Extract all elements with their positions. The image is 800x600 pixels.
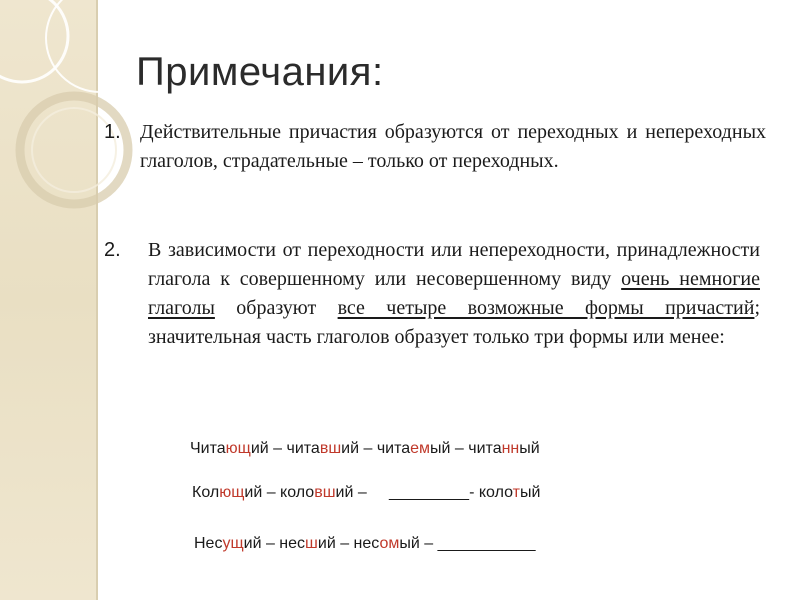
- underlined-phrase: все четыре возможные формы причастий: [337, 297, 755, 319]
- note-text-part: ; значительная часть глаголов образует только три формы или менее:: [148, 297, 760, 348]
- word-part: ий – чита: [250, 440, 320, 457]
- word-part: ый: [519, 484, 541, 501]
- suffix-highlight: ом: [379, 535, 400, 552]
- word-part: ий – чита: [341, 440, 411, 457]
- note-text-part: образуют: [214, 297, 338, 319]
- note-text: [148, 236, 760, 352]
- suffix-highlight: ущ: [222, 535, 244, 552]
- suffix-highlight: вш: [319, 440, 342, 457]
- note-text: Действительные причастия образуются от переходных и непереходных глаголов, страдательные – только от переходных.: [140, 121, 766, 172]
- suffix-highlight: ющ: [225, 440, 251, 457]
- word-part: Чита: [190, 440, 226, 457]
- suffix-highlight: ющ: [219, 484, 245, 501]
- example-line: [194, 535, 535, 553]
- suffix-highlight: т: [512, 484, 520, 501]
- word-part: ий – коло: [244, 484, 315, 501]
- side-panel: [0, 0, 96, 600]
- word-part: ий – _________- коло: [335, 484, 513, 501]
- suffix-highlight: нн: [501, 440, 520, 457]
- note-number: 2.: [104, 239, 121, 261]
- word-part: ий – нес: [243, 535, 306, 552]
- word-part: ый – чита: [430, 440, 502, 457]
- underlined-phrase: очень немногие глаголы: [148, 268, 760, 319]
- word-part: ий – нес: [317, 535, 380, 552]
- note-text-part: В зависимости от переходности или непереходности, принадлежности глагола к совершенному или несовершенному виду: [148, 239, 760, 290]
- word-part: Кол: [192, 484, 220, 501]
- side-divider: [96, 0, 98, 600]
- example-line: [190, 440, 540, 458]
- suffix-highlight: ш: [305, 535, 318, 552]
- word-part: ый – ___________: [399, 535, 536, 552]
- note-number: 1.: [104, 121, 121, 143]
- suffix-highlight: вш: [314, 484, 336, 501]
- word-part: Нес: [194, 535, 223, 552]
- page-title: Примечания:: [136, 50, 384, 94]
- word-part: ый: [519, 440, 540, 457]
- example-line: [192, 484, 540, 502]
- suffix-highlight: ем: [410, 440, 431, 457]
